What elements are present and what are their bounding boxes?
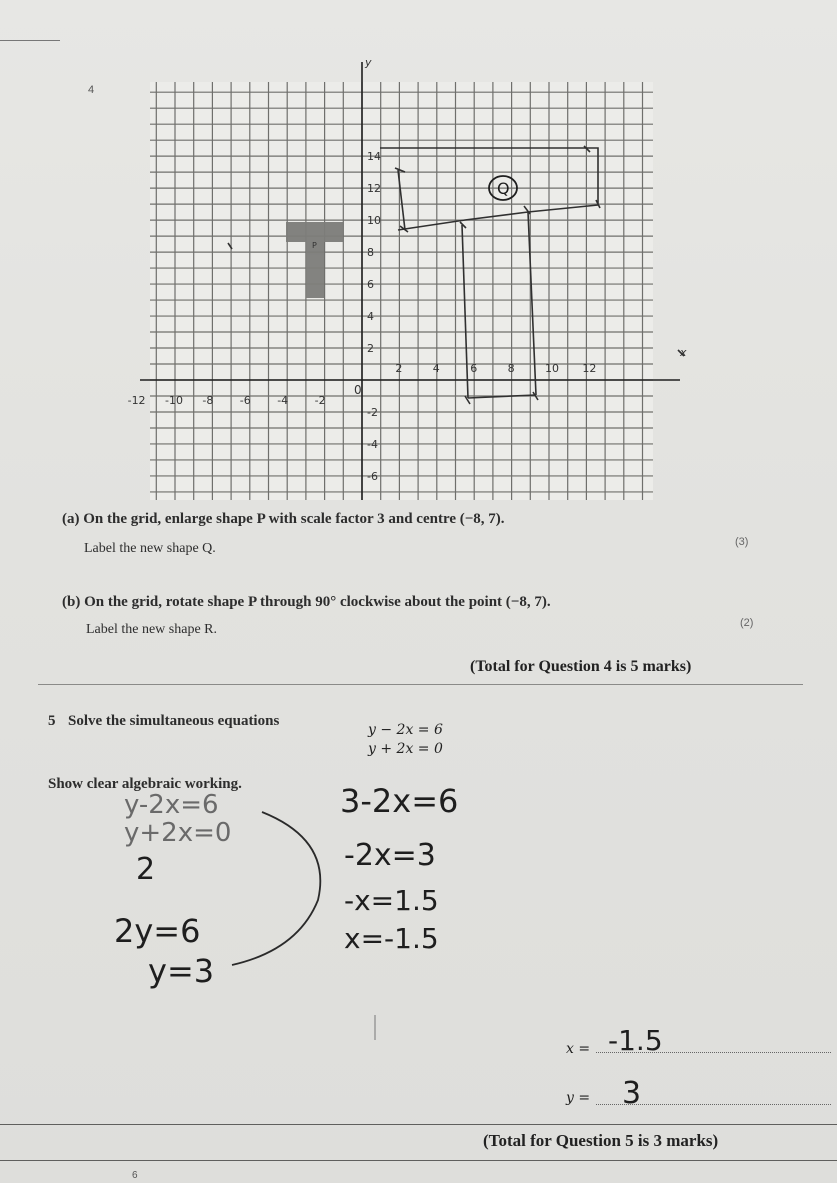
answer-y-line xyxy=(596,1104,831,1105)
x-tick-label: -4 xyxy=(277,394,289,407)
answer-x-value: -1.5 xyxy=(608,1024,663,1057)
question-4-total: (Total for Question 4 is 5 marks) xyxy=(470,658,692,675)
x-tick-label: -10 xyxy=(165,394,183,407)
working-left-line3: 2 xyxy=(136,852,156,887)
x-tick-label: 2 xyxy=(395,362,403,375)
question-4-number: 4 xyxy=(88,84,95,96)
x-tick-label: 6 xyxy=(470,362,478,375)
x-tick-label: -8 xyxy=(202,394,214,407)
working-right-line3: -x=1.5 xyxy=(344,884,439,917)
x-axis-label: x xyxy=(680,346,687,359)
bottom-rule xyxy=(0,1124,837,1125)
working-right-line2: -2x=3 xyxy=(344,838,436,873)
question-5-total: (Total for Question 5 is 3 marks) xyxy=(483,1131,719,1150)
question-5-prompt: Solve the simultaneous equations xyxy=(68,713,280,729)
answer-y-value: 3 xyxy=(622,1076,642,1111)
y-tick-label: 10 xyxy=(367,214,381,228)
y-tick-label: -2 xyxy=(367,405,378,419)
x-tick-label: 12 xyxy=(582,362,597,375)
working-right-line4: x=-1.5 xyxy=(344,922,439,955)
x-tick-label: 8 xyxy=(507,362,515,375)
shape-p-label: P xyxy=(312,241,317,250)
working-instruction: Show clear algebraic working. xyxy=(48,776,242,792)
answer-y-label: y = xyxy=(566,1090,591,1106)
y-axis-label: y xyxy=(365,56,372,69)
y-tick-label: 14 xyxy=(367,150,381,164)
y-tick-label: 2 xyxy=(367,342,374,356)
x-tick-label: 4 xyxy=(432,362,440,375)
y-tick-label: 12 xyxy=(367,182,381,196)
y-tick-label: 6 xyxy=(367,278,374,292)
working-left-line5: y=3 xyxy=(148,952,215,990)
part-b-line2: Label the new shape R. xyxy=(86,622,218,637)
x-tick-label: 10 xyxy=(545,362,559,375)
equation-2: y + 2x = 0 xyxy=(368,741,443,757)
working-right-line1: 3-2x=6 xyxy=(340,782,459,820)
y-tick-label: -4 xyxy=(367,437,378,451)
answer-x-label: x = xyxy=(566,1041,591,1057)
footer-mark: 6 xyxy=(132,1170,138,1181)
y-tick-label: -6 xyxy=(367,469,378,483)
question-5-number: 5 xyxy=(48,713,56,729)
footer-rule xyxy=(0,1160,837,1161)
origin-label: 0 xyxy=(354,383,362,397)
x-tick-label: -12 xyxy=(127,394,146,407)
part-b-line1: (b) On the grid, rotate shape P through 90° clockwise about the point (−8, 7). xyxy=(62,594,551,610)
working-left-line4: 2y=6 xyxy=(114,912,201,950)
x-tick-label: -2 xyxy=(314,394,326,407)
y-tick-label: 8 xyxy=(367,246,374,260)
part-a-line1: (a) On the grid, enlarge shape P with scale factor 3 and centre (−8, 7). xyxy=(62,511,505,527)
y-tick-label: 4 xyxy=(367,310,374,324)
x-tick-label: -6 xyxy=(239,394,251,407)
equation-1: y − 2x = 6 xyxy=(368,722,443,738)
part-a-line2: Label the new shape Q. xyxy=(84,541,216,556)
working-left-line2: y+2x=0 xyxy=(124,818,232,848)
part-a-marks: (3) xyxy=(735,536,749,548)
part-b-marks: (2) xyxy=(740,617,754,629)
shape-q-label: Q xyxy=(497,179,510,198)
answer-x-line xyxy=(596,1052,831,1053)
working-left-line1: y-2x=6 xyxy=(124,790,219,820)
